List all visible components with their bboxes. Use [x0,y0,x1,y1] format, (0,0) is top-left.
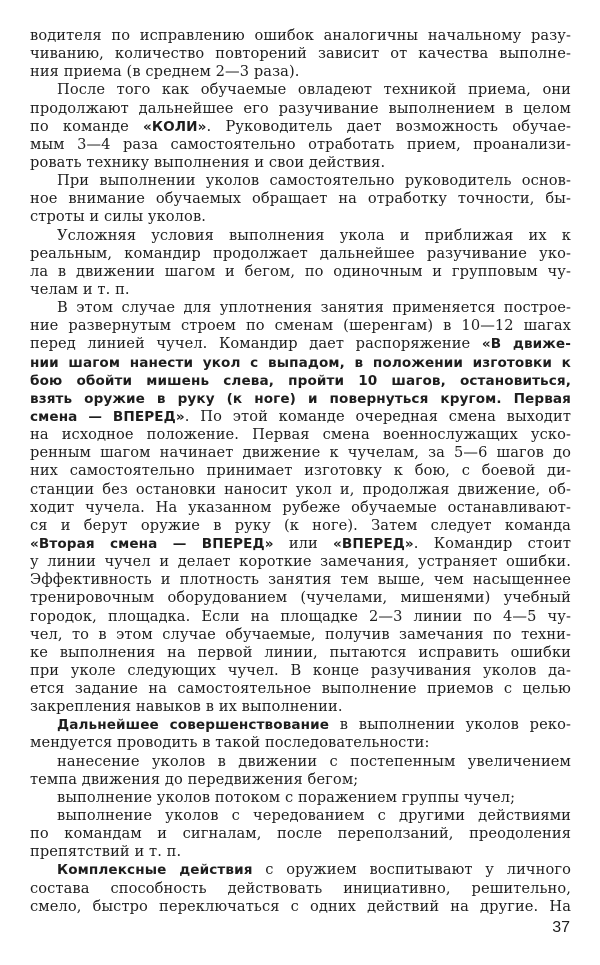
text-line [30,118,571,136]
text-line [30,734,571,752]
bold-text-segment: нии шагом нанести укол с выпадом, в положении изготовки к [30,354,571,371]
text-line [30,81,571,99]
text-segment: закрепления навыков в их выполнении. [30,698,343,716]
paragraph [30,172,571,226]
text-segment: . Руководитель дает возможность обучае- [206,117,571,135]
text-segment: чел, то в этом случае обучаемые, получив замечания по техни- [30,625,571,643]
text-segment: по командам и сигналам, после переползаний, преодоления [30,825,571,843]
text-line [30,517,571,535]
text-segment: них самостоятельно принимает изготовку к бою, с боевой ди- [30,462,571,480]
text-segment: . Командир стоит [413,534,571,552]
text-segment: или [273,534,334,552]
text-line [30,462,571,480]
text-line [30,444,571,462]
paragraph [30,789,571,807]
text-line [30,843,571,861]
text-line [30,136,571,154]
paragraph [30,299,571,716]
text-line [30,208,571,226]
text-line [30,807,571,825]
text-segment: продолжают дальнейшее его разучивание выполнением в целом [30,99,571,117]
text-segment: строты и силы уколов. [30,208,206,226]
text-line [30,662,571,680]
text-line [30,263,571,281]
text-segment: по команде [30,117,144,135]
text-line [30,281,571,299]
paragraph [30,807,571,861]
text-line [30,154,571,172]
text-line [30,335,571,353]
text-segment: ния приема (в среднем 2—3 раза). [30,63,300,81]
text-segment: при уколе следующих чучел. В конце разучивания уколов да- [30,661,571,679]
text-line [30,499,571,517]
paragraph [30,753,571,789]
text-segment: выполнение уколов потоком с поражением группы чучел; [57,788,516,806]
text-segment: При выполнении уколов самостоятельно руководитель основ- [57,172,571,190]
text-segment: ренным шагом начинает движение к чучелам, за 5—6 шагов до [30,444,571,462]
text-line [30,245,571,263]
bold-text-segment: бою обойти мишень слева, пройти 10 шагов, остановиться, [30,372,571,389]
text-line [30,716,571,734]
text-line [30,317,571,335]
text-segment: мендуется проводить в такой последовательности: [30,734,430,752]
text-line [30,825,571,843]
text-line [30,27,571,45]
text-segment: ние развернутым строем по сменам (шеренгам) в 10—12 шагах [30,317,571,335]
bold-text-segment: взять оружие в руку (к ноге) и повернуться кругом. Первая [30,390,571,407]
text-segment: В этом случае для уплотнения занятия применяется построе- [57,299,571,317]
text-line [30,880,571,898]
text-segment: ся и берут оружие в руку (к ноге). Затем следует команда [30,516,571,534]
page-number: 37 [552,919,570,936]
text-segment: ходит чучела. На указанном рубеже обучаемые останавливают- [30,498,571,516]
bold-text-segment: смена — ВПЕРЕД» [30,408,185,425]
text-line [30,698,571,716]
paragraph [30,27,571,81]
text-line [30,227,571,245]
text-line [30,45,571,63]
text-segment: челам и т. п. [30,280,130,298]
text-segment: . По этой команде очередная смена выходит [184,407,571,425]
text-line [30,626,571,644]
text-line [30,299,571,317]
text-line [30,789,571,807]
text-segment: у линии чучел и делает короткие замечания, устраняет ошибки. [30,553,571,571]
text-segment: препятствий и т. п. [30,843,182,861]
text-line [30,644,571,662]
text-line [30,426,571,444]
text-segment: смело, быстро переключаться с одних действий на другие. На [30,897,571,915]
text-line [30,861,571,879]
text-line [30,481,571,499]
text-segment: реальным, командир продолжает дальнейшее разучивание уко- [30,244,571,262]
text-line [30,680,571,698]
text-line [30,753,571,771]
bold-text-segment: «В движе- [481,336,571,353]
text-segment: станции без остановки наносит укол и, продолжая движение, об- [30,480,571,498]
text-line [30,172,571,190]
bold-text-segment: «Вторая смена — ВПЕРЕД» [30,535,274,552]
text-line [30,354,571,372]
text-line [30,898,571,916]
text-line [30,408,571,426]
text-segment: нанесение уколов в движении с постепенным увеличением [57,752,571,770]
text-line [30,190,571,208]
text-segment: ке выполнения на первой линии, пытаются исправить ошибки [30,643,571,661]
text-line [30,100,571,118]
text-line [30,608,571,626]
bold-text-segment: «КОЛИ» [143,118,207,135]
text-segment: тренировочным оборудованием (чучелами, мишенями) учебный [30,589,571,607]
text-segment: мым 3—4 раза самостоятельно отработать прием, проанализи- [30,135,571,153]
page-body-text [30,27,571,916]
text-segment: состава способность действовать инициативно, решительно, [30,879,571,897]
text-segment: водителя по исправлению ошибок аналогичны начальному разу- [30,27,571,44]
paragraph [30,81,571,172]
text-segment: Усложняя условия выполнения укола и приближая их к [57,226,571,244]
text-line [30,535,571,553]
text-segment: ла в движении шагом и бегом, по одиночным и групповым чу- [30,262,571,280]
text-line [30,771,571,789]
text-segment: с оружием воспитывают у личного [252,861,571,879]
text-line [30,372,571,390]
text-segment: городок, площадка. Если на площадке 2—3 линии по 4—5 чу- [30,607,571,625]
text-segment: в выполнении уколов реко- [329,716,571,734]
bold-text-segment: Дальнейшее совершенствование [57,717,330,734]
paragraph [30,716,571,752]
text-line [30,589,571,607]
text-segment: на исходное положение. Первая смена военнослужащих уско- [30,426,571,444]
text-segment: ровать технику выполнения и свои действия. [30,153,386,171]
text-segment: выполнение уколов с чередованием с другими действиями [57,807,571,825]
text-line [30,571,571,589]
text-line [30,553,571,571]
paragraph [30,861,571,915]
paragraph [30,227,571,300]
text-segment: чиванию, количество повторений зависит от качества выполне- [30,45,571,63]
text-segment: Эффективность и плотность занятия тем выше, чем насыщеннее [30,571,571,589]
text-segment: перед линией чучел. Командир дает распоряжение [30,335,482,353]
text-segment: После того как обучаемые овладеют техникой приема, они [57,81,571,99]
text-segment: ное внимание обучаемых обращает на отработку точности, бы- [30,190,571,208]
bold-text-segment: Комплексные действия [57,862,253,879]
text-segment: темпа движения до передвижения бегом; [30,770,359,788]
bold-text-segment: «ВПЕРЕД» [333,535,414,552]
text-line [30,63,571,81]
text-line [30,390,571,408]
text-segment: ется задание на самостоятельное выполнение приемов с целью [30,680,571,698]
